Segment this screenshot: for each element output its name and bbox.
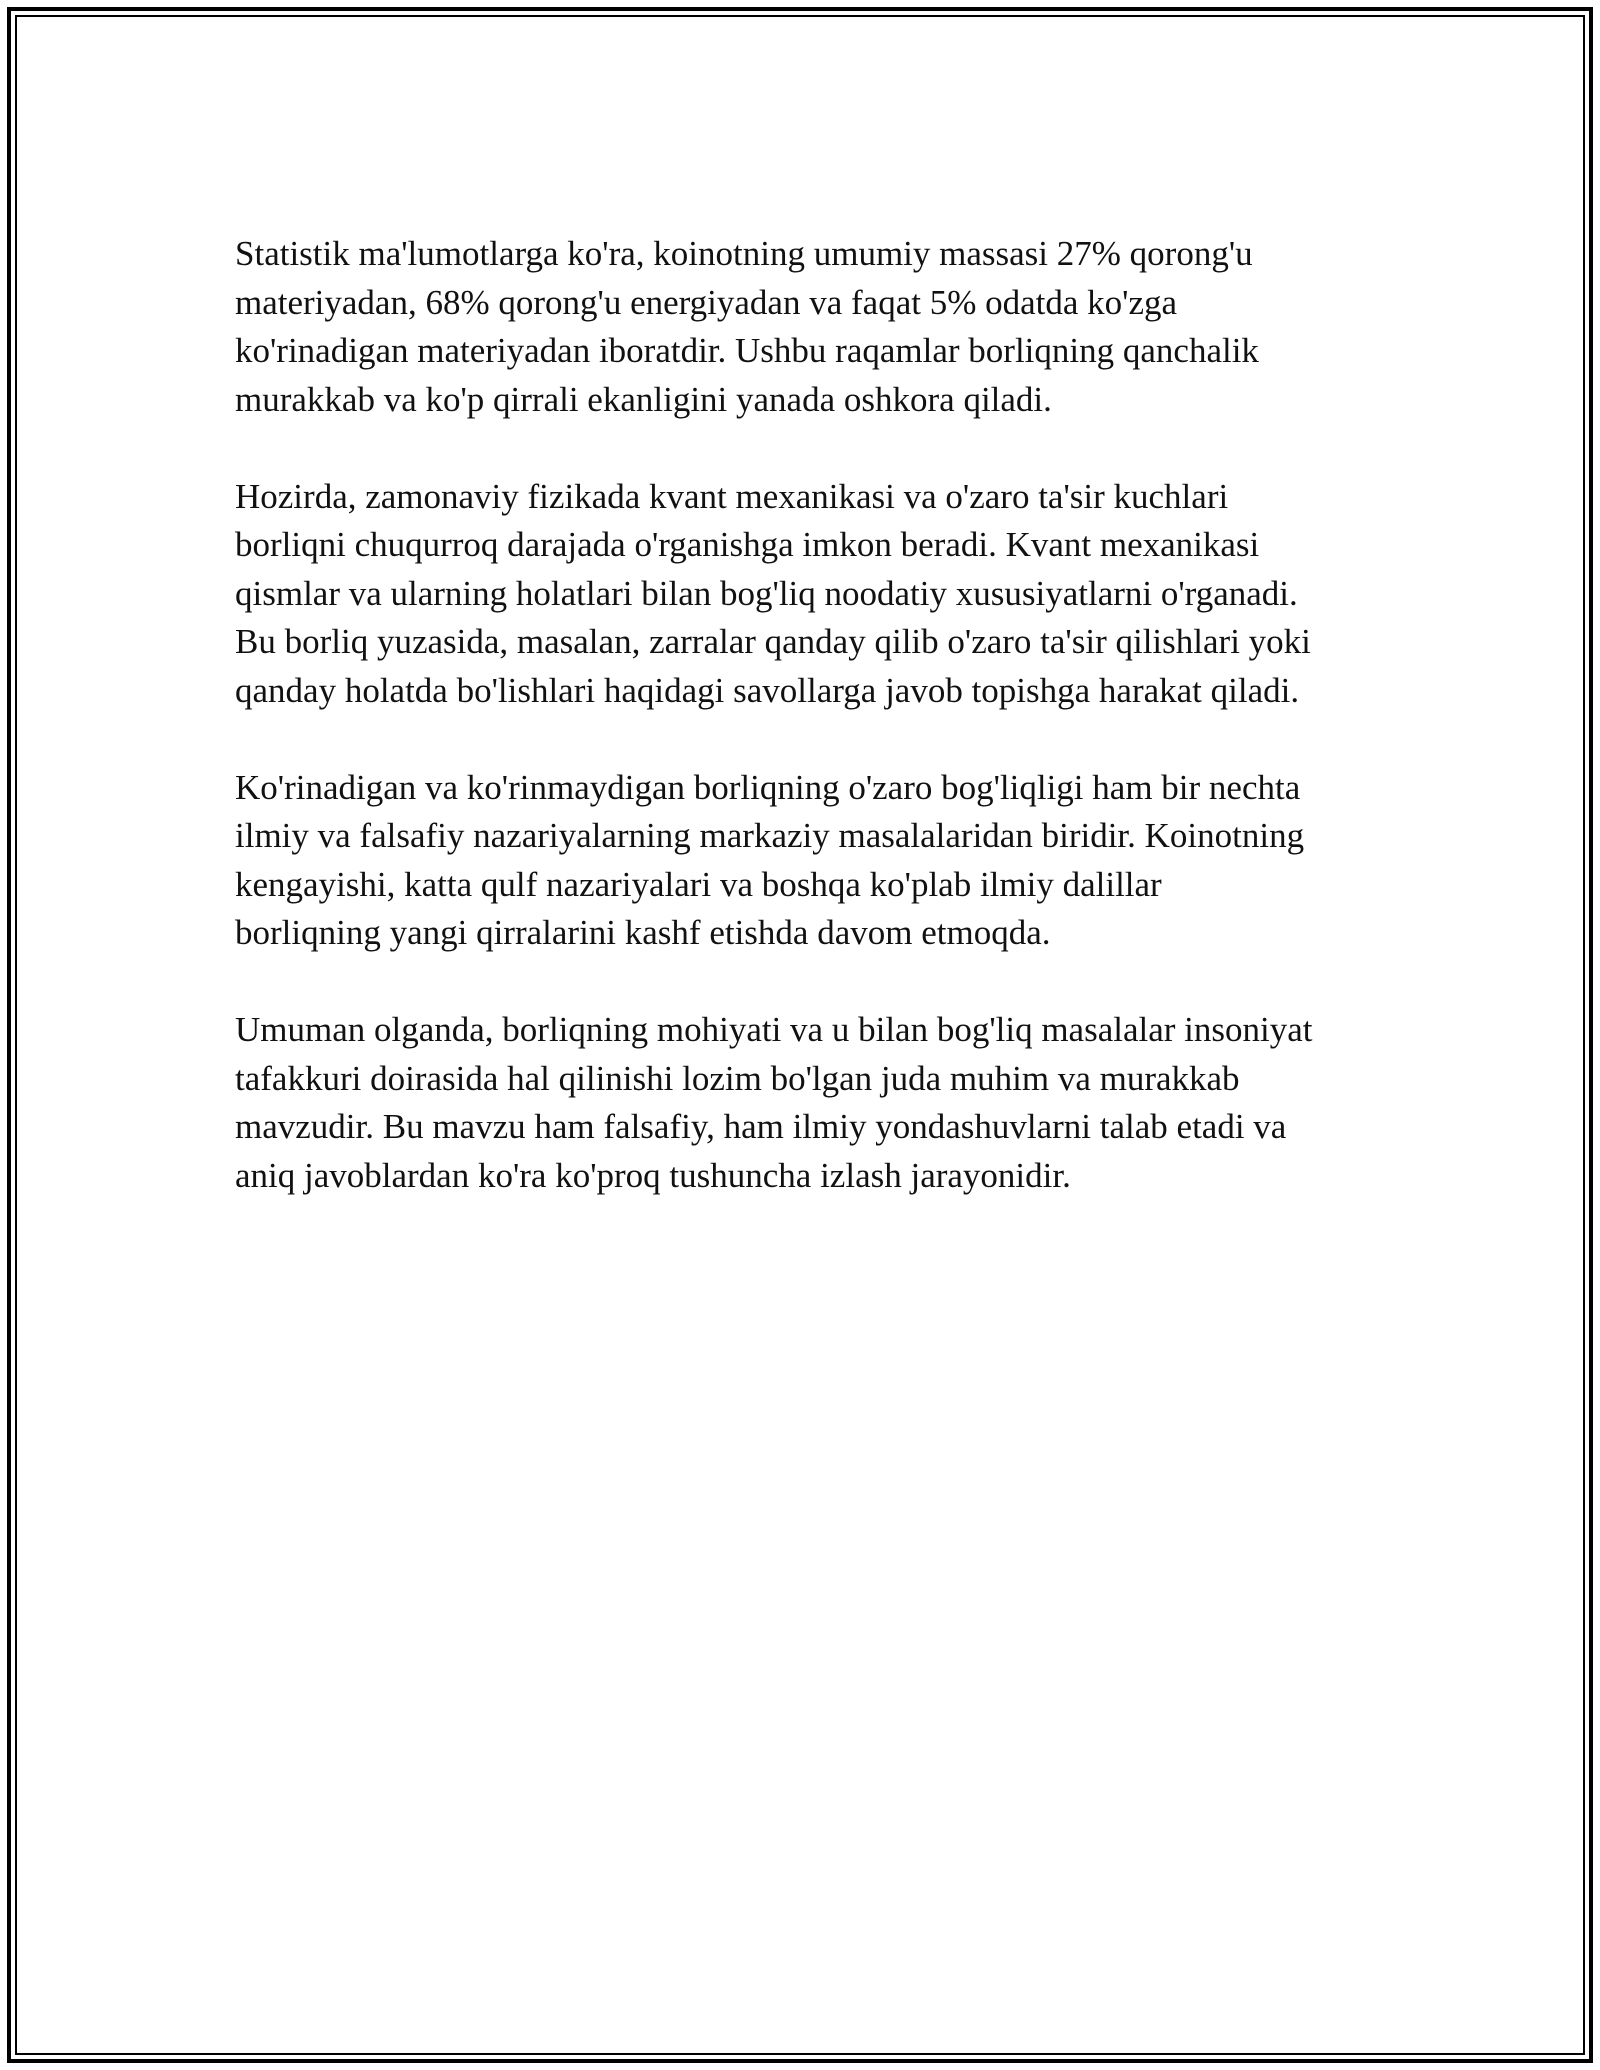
paragraph-visible-invisible-reality [235,764,1395,958]
text-line: aniq javoblardan ko'ra ko'proq tushuncha izlash jarayonidir. [235,1155,1071,1195]
paragraph-conclusion [235,1006,1395,1200]
text-line: Bu borliq yuzasida, masalan, zarralar qanday qilib o'zaro ta'sir qilishlari yoki [235,622,1311,661]
text-line: tafakkuri doirasida hal qilinishi lozim bo'lgan juda muhim va murakkab [235,1058,1240,1098]
text-line: borliqning yangi qirralarini kashf etishda davom etmoqda. [235,913,1051,952]
text-line: qismlar va ularning holatlari bilan bog'liq noodatiy xususiyatlarni o'rganadi. [235,573,1298,613]
text-line: mavzudir. Bu mavzu ham falsafiy, ham ilmiy yondashuvlarni talab etadi va [235,1107,1287,1146]
text-line: Ko'rinadigan va ko'rinmaydigan borliqning o'zaro bog'liqligi ham bir nechta [235,767,1301,807]
text-line: ko'rinadigan materiyadan iboratdir. Ushbu raqamlar borliqning qanchalik [235,331,1259,370]
text-line: Umuman olganda, borliqning mohiyati va u bilan bog'liq masalalar insoniyat [235,1010,1313,1049]
text-line: murakkab va ko'p qirrali ekanligini yanada oshkora qiladi. [235,379,1052,419]
text-line: Hozirda, zamonaviy fizikada kvant mexanikasi va o'zaro ta'sir kuchlari [235,476,1229,516]
text-line: materiyadan, 68% qorong'u energiyadan va faqat 5% odatda ko'zga [235,282,1178,322]
text-line: borliqni chuqurroq darajada o'rganishga imkon beradi. Kvant mexanikasi [235,525,1260,564]
text-line: qanday holatda bo'lishlari haqidagi savollarga javob topishga harakat qiladi. [235,670,1300,710]
text-line: ilmiy va falsafiy nazariyalarning markaziy masalalaridan biridir. Koinotning [235,816,1305,855]
paragraph-dark-matter-statistics [235,230,1395,424]
text-line: kengayishi, katta qulf nazariyalari va boshqa ko'plab ilmiy dalillar [235,864,1162,904]
document-body [235,230,1395,1249]
paragraph-quantum-mechanics [235,473,1395,716]
text-line: Statistik ma'lumotlarga ko'ra, koinotning umumiy massasi 27% qorong'u [235,234,1253,273]
